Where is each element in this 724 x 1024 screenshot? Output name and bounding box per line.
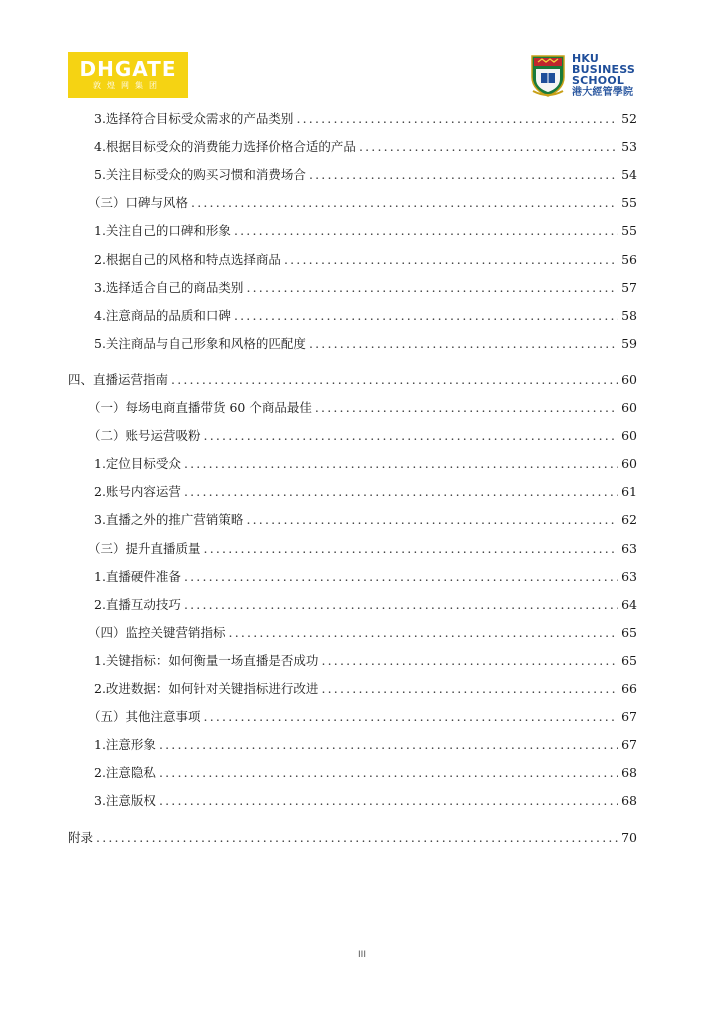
- toc-entry[interactable]: [68, 372, 637, 388]
- toc-entry-page-number: 68: [621, 765, 637, 781]
- toc-entry-title: （三）提升直播质量: [88, 540, 201, 556]
- toc-entry-page-number: 58: [621, 307, 637, 323]
- toc-entry-title: 2.根据自己的风格和特点选择商品: [94, 251, 281, 267]
- toc-entry-title: 1.关键指标：如何衡量一场直播是否成功: [94, 652, 319, 668]
- toc-entry[interactable]: [94, 223, 637, 239]
- toc-dot-leader: [171, 372, 618, 388]
- hku-crest-icon: [528, 53, 568, 97]
- toc-dot-leader: [321, 653, 618, 669]
- toc-entry-page-number: 59: [621, 335, 637, 351]
- toc-dot-leader: [184, 597, 618, 613]
- toc-entry[interactable]: [94, 308, 637, 324]
- toc-dot-leader: [234, 223, 618, 239]
- toc-entry[interactable]: [94, 336, 637, 352]
- dhgate-wordmark: DHGATE: [79, 57, 177, 81]
- dhgate-subtitle: 敦煌网集团: [93, 81, 163, 90]
- toc-entry-page-number: 65: [621, 652, 637, 668]
- toc-entry-title: 3.直播之外的推广营销策略: [94, 512, 244, 528]
- toc-dot-leader: [184, 569, 618, 585]
- toc-entry-page-number: 55: [621, 223, 637, 239]
- toc-dot-leader: [159, 765, 618, 781]
- toc-entry-page-number: 62: [621, 512, 637, 528]
- toc-entry[interactable]: [94, 167, 637, 183]
- hku-business-school-logo: [528, 52, 648, 98]
- toc-entry-title: 1.关注自己的口碑和形象: [94, 223, 231, 239]
- toc-entry-page-number: 55: [621, 195, 637, 211]
- toc-entry[interactable]: [94, 597, 637, 613]
- toc-entry-title: 4.根据目标受众的消费能力选择价格合适的产品: [94, 139, 356, 155]
- toc-dot-leader: [309, 336, 618, 352]
- toc-dot-leader: [246, 280, 618, 296]
- toc-entry-page-number: 60: [621, 371, 637, 387]
- toc-entry-title: 3.选择适合自己的商品类别: [94, 279, 244, 295]
- hku-logo-line2: BUSINESS: [572, 62, 636, 76]
- toc-entry[interactable]: [88, 428, 637, 444]
- toc-entry[interactable]: [94, 456, 637, 472]
- toc-entry-page-number: 66: [621, 681, 637, 696]
- dhgate-logo: [68, 52, 188, 98]
- toc-entry-title: 1.注意形象: [94, 737, 156, 753]
- toc-dot-leader: [315, 400, 618, 416]
- toc-dot-leader: [191, 195, 618, 211]
- toc-dot-leader: [246, 512, 618, 528]
- toc-dot-leader: [204, 709, 619, 725]
- page-number: III: [358, 950, 366, 960]
- toc-entry[interactable]: [94, 280, 637, 296]
- toc-entry-title: 2.改进数据：如何针对关键指标进行改进: [94, 681, 319, 696]
- toc-entry-page-number: 52: [621, 111, 637, 126]
- toc-dot-leader: [296, 111, 618, 127]
- toc-entry[interactable]: [94, 737, 637, 753]
- toc-dot-leader: [284, 252, 618, 268]
- toc-dot-leader: [204, 541, 619, 557]
- toc-dot-leader: [359, 139, 618, 155]
- toc-entry-title: （四）监控关键营销指标: [88, 624, 226, 640]
- toc-entry-page-number: 67: [621, 737, 637, 753]
- toc-entry-title: 附录: [68, 829, 94, 845]
- toc-entry-page-number: 65: [621, 624, 637, 640]
- toc-entry-title: 3.选择符合目标受众需求的产品类别: [94, 111, 294, 126]
- toc-dot-leader: [234, 308, 618, 324]
- toc-dot-leader: [184, 456, 618, 472]
- toc-dot-leader: [184, 484, 618, 500]
- toc-entry-page-number: 54: [621, 167, 637, 183]
- toc-entry-page-number: 67: [621, 709, 637, 725]
- toc-entry-title: （一）每场电商直播带货 60 个商品最佳: [88, 400, 312, 415]
- toc-entry[interactable]: [94, 653, 637, 669]
- toc-entry-title: 4.注意商品的品质和口碑: [94, 307, 231, 323]
- toc-entry-page-number: 61: [621, 484, 637, 500]
- toc-entry-title: 3.注意版权: [94, 793, 156, 809]
- toc-entry[interactable]: [94, 765, 637, 781]
- toc-entry-page-number: 56: [621, 251, 637, 267]
- toc-entry[interactable]: [94, 793, 637, 809]
- toc-entry-title: （五）其他注意事项: [88, 709, 201, 725]
- toc-entry[interactable]: [88, 709, 637, 725]
- toc-entry-title: 2.注意隐私: [94, 765, 156, 781]
- toc-entry[interactable]: [88, 625, 637, 641]
- toc-dot-leader: [321, 681, 618, 697]
- toc-entry-page-number: 68: [621, 793, 637, 809]
- toc-entry-title: 1.定位目标受众: [94, 456, 181, 472]
- toc-entry[interactable]: [94, 484, 637, 500]
- toc-entry[interactable]: [94, 252, 637, 268]
- toc-entry[interactable]: [88, 400, 637, 416]
- toc-entry-page-number: 63: [621, 540, 637, 556]
- toc-dot-leader: [96, 830, 618, 846]
- toc-entry-title: 5.关注商品与自己形象和风格的匹配度: [94, 335, 306, 351]
- toc-dot-leader: [204, 428, 619, 444]
- toc-entry[interactable]: [94, 681, 637, 697]
- toc-entry-page-number: 60: [621, 456, 637, 472]
- toc-entry-page-number: 60: [621, 400, 637, 415]
- toc-entry-page-number: 70: [621, 829, 637, 845]
- toc-entry[interactable]: [68, 830, 637, 846]
- toc-entry[interactable]: [88, 195, 637, 211]
- hku-logo-line4: 港大經管學院: [572, 86, 634, 98]
- toc-dot-leader: [159, 737, 618, 753]
- toc-entry[interactable]: [94, 569, 637, 585]
- toc-entry-title: 2.账号内容运营: [94, 484, 181, 500]
- hku-logo-line1: HKU: [572, 51, 600, 65]
- hku-logo-line3: SCHOOL: [572, 73, 625, 87]
- toc-entry[interactable]: [88, 541, 637, 557]
- toc-entry[interactable]: [94, 139, 637, 155]
- toc-dot-leader: [159, 793, 618, 809]
- toc-entry[interactable]: [94, 512, 637, 528]
- toc-entry-title: （三）口碑与风格: [88, 195, 189, 211]
- toc-dot-leader: [229, 625, 619, 641]
- toc-entry-page-number: 63: [621, 568, 637, 584]
- toc-entry-title: 四、直播运营指南: [68, 371, 169, 387]
- toc-entry-page-number: 64: [621, 596, 637, 612]
- toc-entry-title: 1.直播硬件准备: [94, 568, 181, 584]
- toc-entry-title: （二）账号运营吸粉: [88, 428, 201, 444]
- toc-entry-title: 2.直播互动技巧: [94, 596, 181, 612]
- toc-entry-page-number: 60: [621, 428, 637, 444]
- toc-dot-leader: [309, 167, 618, 183]
- toc-entry-page-number: 57: [621, 279, 637, 295]
- toc-entry-title: 5.关注目标受众的购买习惯和消费场合: [94, 167, 306, 183]
- toc-entry-page-number: 53: [621, 139, 637, 155]
- toc-entry[interactable]: [94, 111, 637, 127]
